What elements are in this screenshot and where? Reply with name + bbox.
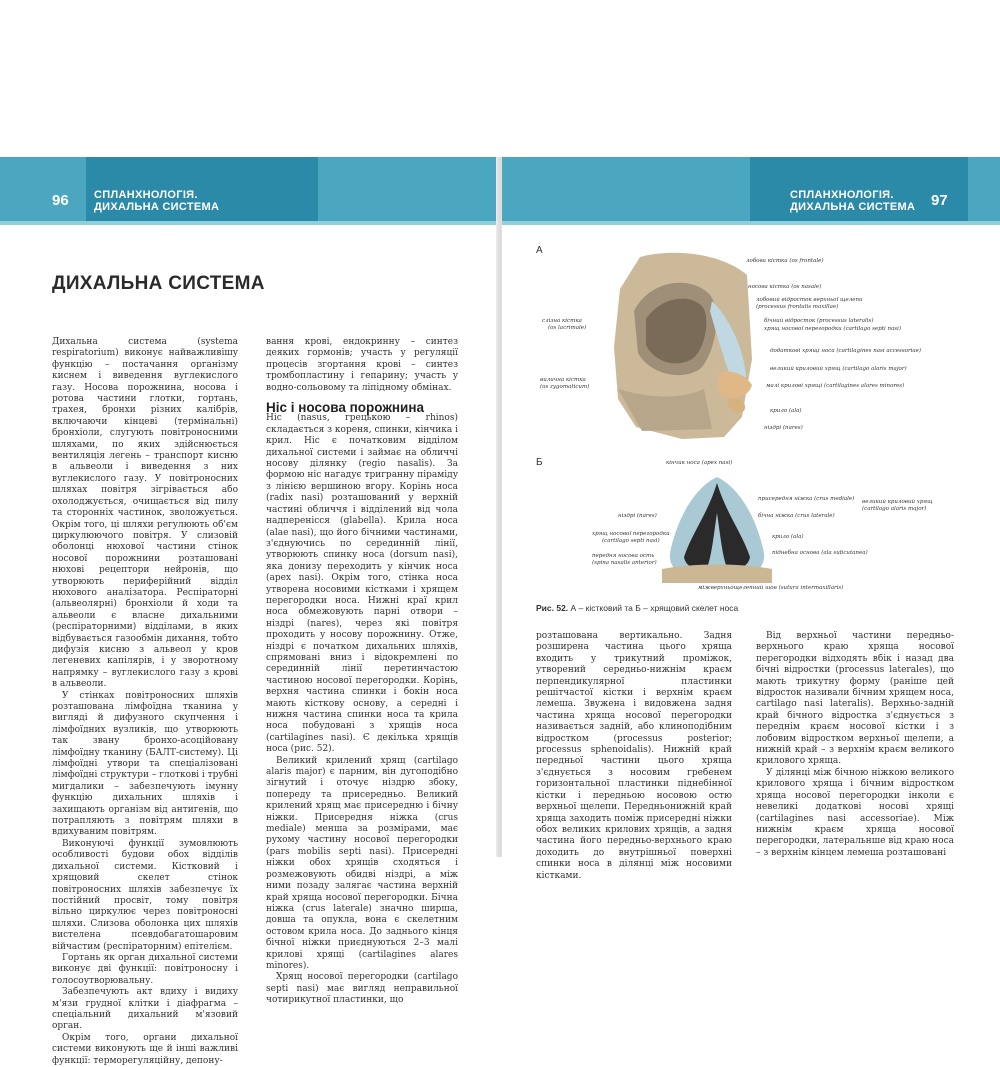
label-nares: ніздрі (nares) — [764, 425, 803, 431]
label-zygomatic: вилична кістка — [540, 377, 586, 383]
figure-a-letter: А — [536, 245, 543, 256]
paragraph: Окрім того, органи дихальної системи виконують ще й інші важливі функції: терморегуляційну, депону- — [52, 1032, 238, 1066]
running-head-left-line2: ДИХАЛЬНА СИСТЕМА — [94, 201, 220, 213]
paragraph: Хрящ носової перегородки (cartilago septi nasi) має вигляд неправильної чотирикутної пластинки, що — [266, 972, 458, 1006]
nasal-cartilage-illustration — [662, 473, 772, 583]
caption-text: А – кістковий та Б – хрящовий скелет носа — [568, 603, 739, 613]
figure-b-letter: Б — [536, 457, 543, 468]
label-frontal-process-latin: (processus frontalis maxillae) — [756, 304, 839, 310]
label-minor-alar: малі крилові хрящі (cartilagines alares minores) — [766, 383, 905, 389]
right-page — [502, 157, 1000, 881]
label-ala: крило (ala) — [770, 408, 802, 414]
running-head-right-line2: ДИХАЛЬНА СИСТЕМА — [790, 201, 916, 213]
figure-caption — [536, 603, 738, 613]
label-crus-mediale: присередня ніжка (crus mediale) — [758, 496, 855, 502]
label-nasal-bone: носова кістка (os nasale) — [748, 284, 822, 290]
label-nasal-spine-latin: (spina nasalis anterior) — [592, 560, 657, 566]
label-suture: міжверхньощелепний шов (sutura intermaxillaris) — [698, 585, 844, 591]
caption-number: Рис. 52. — [536, 603, 569, 613]
label-frontal-bone: лобова кістка (os frontale) — [746, 258, 824, 264]
running-head-left-line1: СПЛАНХНОЛОГІЯ. — [94, 189, 198, 201]
label-lacrimal-latin: (os lacrimale) — [548, 325, 587, 331]
paragraph: вання крові, ендокринну – синтез деяких гормонів; участь у регуляції процесів згортання крові – синтез тромбопластину і гепарину; участь у водно-сольовому та ліпідному обмінах. — [266, 337, 458, 393]
left-column-1 — [52, 337, 238, 1067]
label-crus-laterale: бічна ніжка (crus laterale) — [758, 513, 835, 519]
label-nasal-spine: передня носова ость — [592, 553, 655, 559]
skull-bony-nose-illustration — [612, 249, 752, 444]
label-septal-cartilage: хрящ носової перегородки (cartilago septi nasi) — [764, 326, 902, 332]
label-nares-b: ніздрі (nares) — [618, 513, 657, 519]
paragraph: Ніс (nasus, грецькою – rhinos) складається з кореня, спинки, кінчика і крил. Ніс є початковим відділом дихальної системи і займає на обличчі носову ділянку (regio nasalis). За формою ніс нагадує тригранну піраміду з лінією вершиною вгору. Корінь носа (radix nasi) розташований у верхній частині обличчя і відділений від чола надперенісся (glabella). Крила носа (alae nasi), що його бічними частинами, з'єднуючись по серединній лінії, утворюють спинку носа (dorsum nasi), яка донизу переходить у кінчик носа (apex nasi). Окрім того, стінка носа утворена носовими кістками і хрящем перегородки носа. Нижні краї крил носа обмежовують парні отвори – ніздрі (nares), через які повітря проходить у носову порожнину. Отже, ніздрі є початком дихальних шляхів, спрямовані вниз і відокремлені по серединній лінії перетинчастою частиною носової перегородки. Корінь, верхня частина спинки і бокін носа мають кісткову основу, а середні і нижня частина спинки носа та крила носа побудовані з хрящів носа (cartilagines nasi). Є декілька хрящів носа (рис. 52). — [266, 413, 459, 755]
page-number-left: 96 — [52, 192, 69, 209]
label-major-alar-b: великий криловий хрящ — [862, 499, 933, 505]
left-column-2 — [266, 337, 458, 1007]
label-lacrimal: слізна кістка — [542, 318, 582, 324]
paragraph: розташована вертикально. Задня розширена частина цього хряща входить у трикутний проміжок, утворений середньо-нижнім краєм перпендикулярної пластинки решітчастої кістки і верхнім краєм лемеша. Звужена і видовжена задня частина хряща носової перегородки називається задній, або клиноподібним відростком (processus posterior; processus sphenoidalis). Нижній край передньої частини цього хряща з'єднується з носовим гребенем горизонтальної пластинки піднебінної кістки і передньою носовою остю верхньої щелепи. Передньонижній край хряща заходить поміж присередні ніжки обох великих крилових хрящів, а задня частина його передньо-верхнього краю доходить до внутрішньої поверхні спинки носа в ділянці між носовими кістками. — [536, 631, 732, 881]
chapter-title: ДИХАЛЬНА СИСТЕМА — [52, 273, 265, 294]
label-apex: кінчик носа (apex nasi) — [666, 460, 733, 466]
label-frontal-process: лобовий відросток верхньої щелепи — [756, 297, 863, 303]
label-ala-b: крило (ala) — [772, 534, 804, 540]
label-major-alar: великий криловий хрящ (cartilago alaris major) — [770, 366, 907, 372]
paragraph: Забезпечують акт вдиху і видиху м'язи грудної клітки і діафрагма – спеціальний дихальний м'язовий орган. — [52, 987, 238, 1032]
page-number-right: 97 — [931, 192, 948, 209]
section-heading: Ніс і носова порожнина — [266, 400, 425, 416]
paragraph: Великий крилений хрящ (cartilago alaris major) є парним, він дугоподібно зігнутий і оточує ніздрю збоку, попереду та присередньо. Великий крилений хрящ має присередню і бічну ніжки. Присередня ніжка (crus mediale) менша за розмірами, має рухому частину носової перегородки (pars mobilis septi nasi). Присередні ніжки обох хрящів сходяться і розмежовують обидві ніздрі, а між ними позаду залягає частина верхній край хряща носової перегородки. Бічна ніжка (crus laterale) значно ширша, довша та опукла, вона є скелетним остовом крила носа. До заднього кінця бічної ніжки приєднуються 2–3 малі крилові хрящі (cartilagines alares minores). — [266, 755, 458, 971]
running-head-left — [94, 189, 219, 213]
paragraph: У стінках повітроносних шляхів розташована лімфоїдна тканина у вигляді й дифузного скупчення і лімфоїдних вузликів, що утворюють так звану бронхо-асоційовану лімфоїдну тканину (БАЛТ-систему). Ці лімфоїдні утвори та спеціалізовані лімфоїдні структури – глоткові і трубні мигдалики – забезпечують імунну функцію дихальних шляхів і захищають організм від антигенів, що потрапляють з повітрям шляхи в вдихуваним повітрям. — [52, 690, 238, 838]
label-base: піднебна основа (ala subcutanea) — [772, 550, 868, 556]
left-header-stripe — [0, 221, 498, 225]
left-page — [0, 157, 498, 1066]
label-major-alar-b-latin: (cartilago alaris major) — [862, 506, 927, 512]
right-column-2 — [756, 631, 954, 859]
label-septal-b-latin: (cartilago septi nasi) — [602, 538, 660, 544]
label-zygomatic-latin: (os zygomaticum) — [540, 384, 590, 390]
paragraph: У ділянці між бічною ніжкою великого крилового хряща і бічним відростком хряща носової перегородки інколи є невеликі додаткові носові хрящі (cartilagines nasi accessoriae). Між нижнім краєм хряща носової перегородки, латеральнше від краю носа – з верхнім кінцем лемеша розташовані — [756, 767, 954, 858]
running-head-right-line1: СПЛАНХНОЛОГІЯ. — [790, 189, 894, 201]
label-septal-b: хрящ носової перегородки — [592, 531, 670, 537]
right-header-stripe — [502, 221, 1000, 225]
label-accessory-cartilages: додаткові хрящі носа (cartilagines nasi accessoriae) — [770, 348, 922, 354]
running-head-right — [790, 189, 915, 213]
paragraph: Гортань як орган дихальної системи виконує дві функції: повітроносну і голосоутворювальну. — [52, 952, 238, 986]
label-lateral-process: бічний відросток (processus lateralis) — [764, 318, 874, 324]
paragraph: Дихальна система (systema respiratorium) виконує найважливішу функцію – постачання організму киснем і виведення вуглекислого газу. Носова порожнина, носова і ротова частини глотки, гортань, трахея, бронхи різних калібрів, включаючи кінцеві (термінальні) бронхіоли, слугують повітроносними шляхами, по яких здійснюється вентиляція легень – транспорт кисню в альвеоли і виведення з них вуглекислого газу. У повітроносних шляхах повітря зігрівається або охолоджується, очищається від пилу та сторонніх частинок, зволожується. Окрім того, ці шляхи регулюють об'єм циркулюючого повітря. У слизовій оболонці нюхової частини стінок носової порожнини розташовані нюхові рецептори нейронів, що утворюють периферійний відділ нюхового аналізатора. Респіраторні (альвеолярні) бронхіоли й ходи та альвеоли є власне дихальними (респіраторними) відділами, в яких відбувається газообмін дихання, тобто дифузія кисню з альвеол у кров легеневих капілярів, і у зворотному напрямку – вуглекислого газу з крові в альвеоли. — [52, 337, 238, 690]
right-column-1 — [536, 631, 732, 882]
paragraph: Від верхньої частини передньо-верхнього краю хряща носової перегородки відходять вбік і назад два бічні відростки (processus laterales), що мають трикутну форму (раніше цей відросток називали бічним хрящем носа, cartilago nasi lateralis). Верхньо-задній край бічного відростка з'єднується з переднім краєм носової кістки і з лобовим відростком верхньої щелепи, а нижній край – з верхнім краєм великого крилового хряща. — [756, 631, 954, 767]
paragraph: Виконуючі функції зумовлюють особливості будови обох відділів дихальної системи. Кістковий і хрящовий скелет стінок повітроносних шляхів забезпечує їх постійний просвіт, тому повітря вільно циркулює через повітроносні шляхи. Слизова оболонка цих шляхів вистелена псевдобагатошаровим війчастим (респіраторним) епітелієм. — [52, 838, 238, 952]
